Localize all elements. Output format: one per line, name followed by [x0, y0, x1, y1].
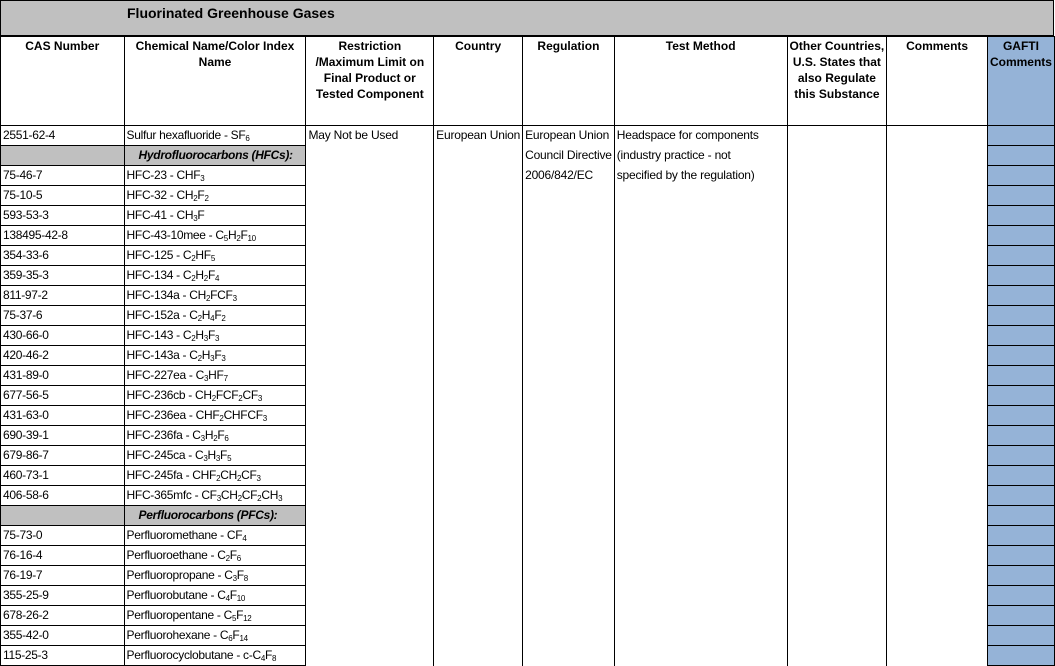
cell-regulation[interactable] [523, 406, 615, 426]
cell-gafti[interactable] [987, 126, 1054, 146]
cell-regulation[interactable] [523, 546, 615, 566]
cell-country[interactable] [434, 246, 523, 266]
cell-other-countries[interactable] [787, 366, 887, 386]
cell-other-countries[interactable] [787, 426, 887, 446]
cell-regulation[interactable] [523, 506, 615, 526]
cell-chemical-name[interactable]: $HFC-134 - C_2H_2F_4$ [124, 266, 306, 286]
cell-chemical-name[interactable]: $HFC-43-10mee - C_5H_2F_{10}$ [124, 226, 306, 246]
cell-chemical-name[interactable]: $HFC-125 - C_2HF_5$ [124, 246, 306, 266]
header-comments[interactable]: Comments [887, 37, 988, 126]
cell-cas[interactable]: 678-26-2 [1, 606, 125, 626]
table-row [1, 546, 1055, 566]
cell-other-countries[interactable] [787, 546, 887, 566]
cell-restriction[interactable] [306, 626, 434, 646]
table-row [1, 206, 1055, 226]
header-chemical-name[interactable]: Chemical Name/Color Index Name [124, 37, 306, 126]
cell-cas[interactable]: 138495-42-8 [1, 226, 125, 246]
table-row [1, 306, 1055, 326]
cell-regulation[interactable] [523, 286, 615, 306]
cell-country[interactable] [434, 286, 523, 306]
cell-gafti[interactable] [987, 326, 1054, 346]
cell-restriction[interactable] [306, 466, 434, 486]
header-test-method[interactable]: Test Method [614, 37, 787, 126]
cell-gafti[interactable] [987, 586, 1054, 606]
cell-comments[interactable] [887, 166, 988, 186]
cell-country[interactable] [434, 146, 523, 166]
cell-regulation[interactable]: 2006/842/EC [523, 166, 615, 186]
cell-test-method[interactable] [614, 406, 787, 426]
cell-country[interactable] [434, 586, 523, 606]
cell-test-method[interactable] [614, 386, 787, 406]
cell-test-method[interactable] [614, 466, 787, 486]
cell-gafti[interactable] [987, 546, 1054, 566]
cell-country[interactable] [434, 506, 523, 526]
cell-test-method[interactable] [614, 606, 787, 626]
cell-cas[interactable]: 355-25-9 [1, 586, 125, 606]
table-row [1, 326, 1055, 346]
cell-other-countries[interactable] [787, 506, 887, 526]
table-row [1, 406, 1055, 426]
table-row [1, 446, 1055, 466]
cell-comments[interactable] [887, 246, 988, 266]
table-body [1, 126, 1055, 666]
cell-restriction[interactable] [306, 446, 434, 466]
cell-restriction[interactable] [306, 206, 434, 226]
cell-comments[interactable] [887, 366, 988, 386]
cell-regulation[interactable] [523, 586, 615, 606]
cell-chemical-name[interactable]: $HFC-41 - CH_3F$ [124, 206, 306, 226]
cell-restriction[interactable] [306, 646, 434, 666]
cell-regulation[interactable] [523, 186, 615, 206]
cell-gafti[interactable] [987, 166, 1054, 186]
cell-test-method[interactable] [614, 246, 787, 266]
cell-comments[interactable] [887, 226, 988, 246]
cell-comments[interactable] [887, 526, 988, 546]
cell-cas[interactable]: 75-46-7 [1, 166, 125, 186]
cell-chemical-name[interactable]: Hydrofluorocarbons (HFCs): [124, 146, 306, 166]
cell-other-countries[interactable] [787, 526, 887, 546]
cell-cas[interactable]: 359-35-3 [1, 266, 125, 286]
cell-gafti[interactable] [987, 626, 1054, 646]
table-row [1, 346, 1055, 366]
cell-country[interactable] [434, 266, 523, 286]
cell-restriction[interactable] [306, 426, 434, 446]
cell-regulation[interactable] [523, 266, 615, 286]
cell-comments[interactable] [887, 146, 988, 166]
cell-comments[interactable] [887, 466, 988, 486]
cell-test-method[interactable] [614, 506, 787, 526]
cell-regulation[interactable] [523, 466, 615, 486]
cell-cas[interactable]: 460-73-1 [1, 466, 125, 486]
cell-gafti[interactable] [987, 306, 1054, 326]
cell-chemical-name[interactable]: $HFC-143a - C_2H_3F_3$ [124, 346, 306, 366]
cell-country[interactable] [434, 566, 523, 586]
cell-country[interactable] [434, 486, 523, 506]
cell-comments[interactable] [887, 306, 988, 326]
table-row [1, 366, 1055, 386]
cell-country[interactable] [434, 346, 523, 366]
header-gafti-comments[interactable]: GAFTI Comments [987, 37, 1054, 126]
cell-other-countries[interactable] [787, 246, 887, 266]
cell-other-countries[interactable] [787, 486, 887, 506]
cell-chemical-name[interactable]: $HFC-143 - C_2H_3F_3$ [124, 326, 306, 346]
cell-country[interactable] [434, 646, 523, 666]
cell-chemical-name[interactable]: Perfluorobutane - $C_4F_{10}$ [124, 586, 306, 606]
cell-cas[interactable]: 76-16-4 [1, 546, 125, 566]
cell-comments[interactable] [887, 566, 988, 586]
cell-other-countries[interactable] [787, 626, 887, 646]
cell-test-method[interactable] [614, 566, 787, 586]
cell-gafti[interactable] [987, 246, 1054, 266]
cell-regulation[interactable] [523, 366, 615, 386]
header-country[interactable]: Country [434, 37, 523, 126]
cell-regulation[interactable] [523, 606, 615, 626]
cell-country[interactable] [434, 326, 523, 346]
cell-chemical-name[interactable]: $HFC-245fa - CHF_2CH_2CF_3$ [124, 466, 306, 486]
cell-other-countries[interactable] [787, 286, 887, 306]
cell-cas[interactable]: 75-10-5 [1, 186, 125, 206]
cell-other-countries[interactable] [787, 466, 887, 486]
table-row [1, 566, 1055, 586]
table-row [1, 186, 1055, 206]
cell-chemical-name[interactable]: $HFC-365mfc - CF_3CH_2CF_2CH_3$ [124, 486, 306, 506]
cell-gafti[interactable] [987, 606, 1054, 626]
cell-comments[interactable] [887, 586, 988, 606]
cell-chemical-name[interactable]: $HFC-245ca - C_3H_3F_5$ [124, 446, 306, 466]
cell-test-method[interactable] [614, 226, 787, 246]
cell-test-method[interactable] [614, 546, 787, 566]
cell-chemical-name[interactable]: $HFC-23 - CHF_3$ [124, 166, 306, 186]
cell-country[interactable] [434, 306, 523, 326]
cell-comments[interactable] [887, 406, 988, 426]
cell-other-countries[interactable] [787, 226, 887, 246]
cell-country[interactable] [434, 226, 523, 246]
cell-comments[interactable] [887, 546, 988, 566]
cell-country[interactable] [434, 206, 523, 226]
cell-test-method[interactable] [614, 446, 787, 466]
cell-chemical-name[interactable]: Perfluorocyclobutane - $c-C_4F_8$ [124, 646, 306, 666]
cell-cas[interactable]: 75-73-0 [1, 526, 125, 546]
cell-other-countries[interactable] [787, 646, 887, 666]
cell-gafti[interactable] [987, 266, 1054, 286]
cell-country[interactable] [434, 446, 523, 466]
table-row [1, 526, 1055, 546]
cell-regulation[interactable] [523, 646, 615, 666]
cell-country[interactable] [434, 426, 523, 446]
cell-cas[interactable]: 2551-62-4 [1, 126, 125, 146]
cell-restriction[interactable] [306, 586, 434, 606]
cell-other-countries[interactable] [787, 146, 887, 166]
cell-comments[interactable] [887, 286, 988, 306]
cell-comments[interactable] [887, 626, 988, 646]
cell-country[interactable] [434, 626, 523, 646]
cell-regulation[interactable] [523, 386, 615, 406]
cell-restriction[interactable] [306, 506, 434, 526]
cell-regulation[interactable] [523, 566, 615, 586]
cell-regulation[interactable] [523, 306, 615, 326]
cell-cas[interactable]: 75-37-6 [1, 306, 125, 326]
table-row [1, 166, 1055, 186]
cell-chemical-name[interactable]: $HFC-32 - CH_2F_2$ [124, 186, 306, 206]
substances-table [0, 36, 1055, 666]
cell-test-method[interactable] [614, 266, 787, 286]
cell-comments[interactable] [887, 386, 988, 406]
cell-restriction[interactable] [306, 406, 434, 426]
table-row [1, 226, 1055, 246]
table-row [1, 586, 1055, 606]
cell-other-countries[interactable] [787, 346, 887, 366]
cell-cas[interactable] [1, 506, 125, 526]
cell-restriction[interactable] [306, 486, 434, 506]
cell-chemical-name[interactable]: $HFC-236ea - CHF_2CHFCF_3$ [124, 406, 306, 426]
cell-regulation[interactable] [523, 206, 615, 226]
cell-cas[interactable]: 115-25-3 [1, 646, 125, 666]
header-regulation[interactable]: Regulation [523, 37, 615, 126]
cell-country[interactable] [434, 386, 523, 406]
cell-chemical-name[interactable]: Perfluoropentane - $C_5F_{12}$ [124, 606, 306, 626]
cell-comments[interactable] [887, 486, 988, 506]
sheet-title: Fluorinated Greenhouse Gases [127, 5, 335, 21]
cell-gafti[interactable] [987, 146, 1054, 166]
cell-regulation[interactable]: Council Directive [523, 146, 615, 166]
cell-test-method[interactable] [614, 646, 787, 666]
cell-chemical-name[interactable]: $HFC-236fa - C_3H_2F_6$ [124, 426, 306, 446]
cell-country[interactable] [434, 546, 523, 566]
cell-country[interactable] [434, 606, 523, 626]
cell-chemical-name[interactable]: Perfluorohexane - $C_6F_{14}$ [124, 626, 306, 646]
cell-country[interactable] [434, 466, 523, 486]
cell-restriction[interactable] [306, 566, 434, 586]
cell-regulation[interactable] [523, 326, 615, 346]
cell-test-method[interactable] [614, 186, 787, 206]
cell-chemical-name[interactable]: Perfluoromethane - $CF_4$ [124, 526, 306, 546]
cell-comments[interactable] [887, 506, 988, 526]
cell-restriction[interactable] [306, 226, 434, 246]
cell-gafti[interactable] [987, 646, 1054, 666]
cell-test-method[interactable] [614, 486, 787, 506]
cell-test-method[interactable] [614, 306, 787, 326]
header-restriction[interactable]: Restriction /Maximum Limit on Final Product or Tested Component [306, 37, 434, 126]
cell-test-method[interactable]: specified by the regulation) [614, 166, 787, 186]
cell-restriction[interactable] [306, 246, 434, 266]
cell-cas[interactable]: 593-53-3 [1, 206, 125, 226]
cell-regulation[interactable]: European Union [523, 126, 615, 146]
cell-gafti[interactable] [987, 466, 1054, 486]
cell-test-method[interactable] [614, 586, 787, 606]
cell-other-countries[interactable] [787, 206, 887, 226]
cell-gafti[interactable] [987, 406, 1054, 426]
header-cas[interactable]: CAS Number [1, 37, 125, 126]
cell-comments[interactable] [887, 646, 988, 666]
cell-test-method[interactable] [614, 526, 787, 546]
cell-country[interactable] [434, 166, 523, 186]
cell-gafti[interactable] [987, 346, 1054, 366]
cell-gafti[interactable] [987, 386, 1054, 406]
cell-other-countries[interactable] [787, 566, 887, 586]
cell-restriction[interactable] [306, 326, 434, 346]
cell-country[interactable] [434, 186, 523, 206]
cell-cas[interactable]: 811-97-2 [1, 286, 125, 306]
cell-restriction[interactable] [306, 146, 434, 166]
cell-test-method[interactable] [614, 346, 787, 366]
cell-other-countries[interactable] [787, 386, 887, 406]
cell-test-method[interactable] [614, 366, 787, 386]
cell-other-countries[interactable] [787, 166, 887, 186]
cell-other-countries[interactable] [787, 446, 887, 466]
cell-chemical-name[interactable]: $HFC-227ea - C_3HF_7$ [124, 366, 306, 386]
table-row [1, 386, 1055, 406]
table-row [1, 246, 1055, 266]
table-row [1, 606, 1055, 626]
header-row [1, 37, 1055, 126]
cell-chemical-name[interactable]: $HFC-134a - CH_2FCF_3$ [124, 286, 306, 306]
cell-gafti[interactable] [987, 186, 1054, 206]
cell-regulation[interactable] [523, 446, 615, 466]
cell-restriction[interactable] [306, 606, 434, 626]
cell-chemical-name[interactable]: $HFC-152a - C_2H_4F_2$ [124, 306, 306, 326]
cell-comments[interactable] [887, 606, 988, 626]
section-row [1, 146, 1055, 166]
cell-chemical-name[interactable]: Perfluoroethane - $C_2F_6$ [124, 546, 306, 566]
cell-gafti[interactable] [987, 446, 1054, 466]
cell-gafti[interactable] [987, 486, 1054, 506]
cell-country[interactable] [434, 526, 523, 546]
table-row [1, 466, 1055, 486]
cell-regulation[interactable] [523, 486, 615, 506]
cell-other-countries[interactable] [787, 606, 887, 626]
table-row [1, 286, 1055, 306]
cell-comments[interactable] [887, 346, 988, 366]
cell-test-method[interactable] [614, 286, 787, 306]
cell-gafti[interactable] [987, 566, 1054, 586]
cell-other-countries[interactable] [787, 586, 887, 606]
cell-gafti[interactable] [987, 226, 1054, 246]
cell-gafti[interactable] [987, 426, 1054, 446]
cell-restriction[interactable] [306, 386, 434, 406]
cell-restriction[interactable] [306, 306, 434, 326]
cell-other-countries[interactable] [787, 326, 887, 346]
cell-comments[interactable] [887, 126, 988, 146]
cell-cas[interactable]: 420-46-2 [1, 346, 125, 366]
cell-chemical-name[interactable]: Perfluoropropane - $C_3F_8$ [124, 566, 306, 586]
cell-regulation[interactable] [523, 626, 615, 646]
cell-restriction[interactable]: May Not be Used [306, 126, 434, 146]
table-row [1, 126, 1055, 146]
cell-regulation[interactable] [523, 426, 615, 446]
cell-gafti[interactable] [987, 286, 1054, 306]
cell-country[interactable] [434, 406, 523, 426]
cell-regulation[interactable] [523, 226, 615, 246]
cell-restriction[interactable] [306, 166, 434, 186]
cell-other-countries[interactable] [787, 266, 887, 286]
cell-restriction[interactable] [306, 546, 434, 566]
table-row [1, 486, 1055, 506]
table-row [1, 426, 1055, 446]
cell-country[interactable] [434, 366, 523, 386]
cell-restriction[interactable] [306, 366, 434, 386]
cell-other-countries[interactable] [787, 406, 887, 426]
cell-restriction[interactable] [306, 286, 434, 306]
cell-cas[interactable]: 431-89-0 [1, 366, 125, 386]
cell-cas[interactable] [1, 146, 125, 166]
cell-other-countries[interactable] [787, 186, 887, 206]
cell-cas[interactable]: 431-63-0 [1, 406, 125, 426]
cell-test-method[interactable]: Headspace for components [614, 126, 787, 146]
cell-comments[interactable] [887, 326, 988, 346]
cell-comments[interactable] [887, 446, 988, 466]
table-row [1, 646, 1055, 666]
cell-restriction[interactable] [306, 526, 434, 546]
cell-other-countries[interactable] [787, 126, 887, 146]
cell-comments[interactable] [887, 186, 988, 206]
cell-cas[interactable]: 76-19-7 [1, 566, 125, 586]
cell-chemical-name[interactable]: $HFC-236cb - CH_2FCF_2CF_3$ [124, 386, 306, 406]
cell-restriction[interactable] [306, 266, 434, 286]
cell-regulation[interactable] [523, 246, 615, 266]
cell-cas[interactable]: 355-42-0 [1, 626, 125, 646]
section-row [1, 506, 1055, 526]
cell-cas[interactable]: 354-33-6 [1, 246, 125, 266]
cell-comments[interactable] [887, 426, 988, 446]
header-other-countries[interactable]: Other Countries, U.S. States that also Regulate this Substance [787, 37, 887, 126]
cell-cas[interactable]: 679-86-7 [1, 446, 125, 466]
cell-comments[interactable] [887, 266, 988, 286]
cell-restriction[interactable] [306, 346, 434, 366]
cell-cas[interactable]: 430-66-0 [1, 326, 125, 346]
cell-test-method[interactable]: (industry practice - not [614, 146, 787, 166]
cell-cas[interactable]: 690-39-1 [1, 426, 125, 446]
cell-test-method[interactable] [614, 206, 787, 226]
cell-test-method[interactable] [614, 326, 787, 346]
cell-cas[interactable]: 406-58-6 [1, 486, 125, 506]
cell-restriction[interactable] [306, 186, 434, 206]
cell-other-countries[interactable] [787, 306, 887, 326]
cell-chemical-name[interactable]: Sulfur hexafluoride - $SF_6$ [124, 126, 306, 146]
cell-gafti[interactable] [987, 366, 1054, 386]
cell-test-method[interactable] [614, 426, 787, 446]
cell-cas[interactable]: 677-56-5 [1, 386, 125, 406]
table-row [1, 626, 1055, 646]
cell-gafti[interactable] [987, 526, 1054, 546]
cell-test-method[interactable] [614, 626, 787, 646]
cell-gafti[interactable] [987, 206, 1054, 226]
cell-chemical-name[interactable]: Perfluorocarbons (PFCs): [124, 506, 306, 526]
table-row [1, 266, 1055, 286]
cell-gafti[interactable] [987, 506, 1054, 526]
cell-comments[interactable] [887, 206, 988, 226]
cell-regulation[interactable] [523, 346, 615, 366]
cell-country[interactable]: European Union [434, 126, 523, 146]
sheet-title-band [0, 0, 1054, 36]
cell-regulation[interactable] [523, 526, 615, 546]
